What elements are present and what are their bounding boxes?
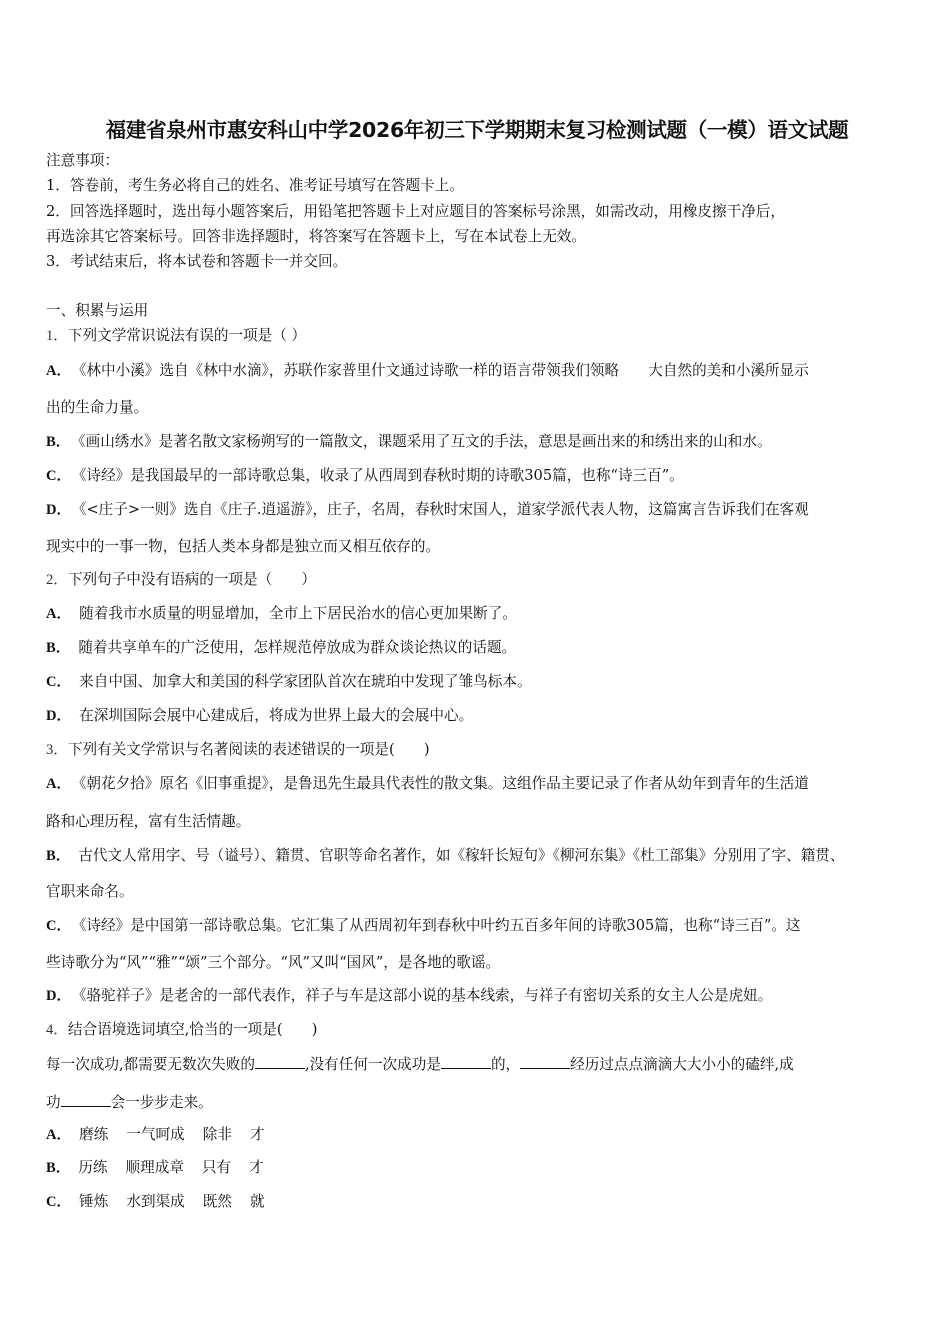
q2-option-b bbox=[46, 638, 516, 658]
notice-item-1: 1．答卷前，考生务必将自己的姓名、准考证号填写在答题卡上。 bbox=[46, 177, 464, 194]
option-letter: B． bbox=[46, 434, 71, 450]
notice-item-2: 2．回答选择题时，选出每小题答案后，用铅笔把答题卡上对应题目的答案标号涂黑，如需改动，用橡皮擦干净后， bbox=[46, 203, 785, 220]
q3-option-c-cont: 些诗歌分为“风”“雅”“颂”三个部分。“风”又叫“国风”，是各地的歌谣。 bbox=[46, 954, 501, 971]
option-text: 《骆驼祥子》是老舍的一部代表作，祥子与车是这部小说的基本线索，与祥子有密切关系的女主人公是虎妞。 bbox=[79, 987, 773, 1004]
question-number: 3． bbox=[46, 742, 68, 758]
option-word: 磨练 bbox=[79, 1126, 109, 1143]
option-letter: A． bbox=[46, 606, 72, 622]
option-text: 《画山绣水》是著名散文家杨朔写的一篇散文，课题采用了互文的手法，意思是画出来的和绣出来的山和水。 bbox=[78, 433, 772, 450]
q1-option-d bbox=[46, 500, 809, 520]
option-word: 历练 bbox=[78, 1159, 108, 1176]
option-text: 《林中小溪》选自《林中水滴》，苏联作家普里什文通过诗歌一样的语言带领我们领略 大自然的美和小溪所显示 bbox=[79, 362, 809, 379]
option-letter: A． bbox=[46, 1127, 72, 1143]
q3-option-c bbox=[46, 916, 801, 936]
q1-option-b bbox=[46, 432, 772, 452]
q2-option-c bbox=[46, 672, 532, 692]
option-word: 顺理成章 bbox=[125, 1159, 184, 1176]
q1-option-d-cont: 现实中的一事一物，包括人类本身都是独立而又相互依存的。 bbox=[46, 538, 441, 555]
q3-option-a bbox=[46, 774, 809, 794]
option-word: 水到渠成 bbox=[126, 1193, 185, 1210]
question-number: 2． bbox=[46, 572, 68, 588]
q1-option-a bbox=[46, 361, 809, 381]
option-word: 除非 bbox=[202, 1126, 232, 1143]
option-word: 就 bbox=[249, 1193, 265, 1210]
question-number: 1． bbox=[46, 328, 68, 344]
question-4-stem bbox=[46, 1020, 317, 1040]
option-word: 锤炼 bbox=[79, 1193, 109, 1210]
fill-blank-2 bbox=[441, 1054, 491, 1069]
option-letter: C． bbox=[46, 674, 72, 690]
option-letter: C． bbox=[46, 468, 72, 484]
q3-option-d bbox=[46, 986, 772, 1006]
passage-text: 每一次成功,都需要无数次失败的 bbox=[46, 1056, 255, 1073]
option-word: 一气呵成 bbox=[126, 1126, 185, 1143]
option-letter: D． bbox=[46, 708, 72, 724]
option-letter: A． bbox=[46, 363, 72, 379]
fill-blank-4 bbox=[61, 1092, 111, 1107]
passage-text: ,没有任何一次成功是 bbox=[304, 1056, 441, 1073]
fill-blank-3 bbox=[520, 1054, 570, 1069]
option-letter: A． bbox=[46, 776, 72, 792]
question-1-stem bbox=[46, 326, 306, 346]
option-text: 来自中国、加拿大和美国的科学家团队首次在琥珀中发现了雏鸟标本。 bbox=[79, 673, 532, 690]
notice-heading: 注意事项： bbox=[46, 152, 119, 169]
passage-text: 的， bbox=[490, 1056, 521, 1073]
fill-blank-1 bbox=[255, 1054, 305, 1069]
option-letter: C． bbox=[46, 918, 72, 934]
option-letter: B． bbox=[46, 640, 71, 656]
passage-text: 功 bbox=[46, 1094, 61, 1111]
q4-option-b bbox=[46, 1158, 264, 1178]
option-word: 既然 bbox=[202, 1193, 232, 1210]
option-text: 《诗经》是中国第一部诗歌总集。它汇集了从西周初年到春秋中叶约五百多年间的诗歌305篇，也称“诗三百”。这 bbox=[79, 917, 801, 934]
option-letter: D． bbox=[46, 502, 72, 518]
option-text: 随着共享单车的广泛使用，怎样规范停放成为群众谈论热议的话题。 bbox=[78, 639, 517, 656]
option-letter: C． bbox=[46, 1194, 72, 1210]
notice-item-3: 3．考试结束后，将本试卷和答题卡一并交回。 bbox=[46, 253, 348, 270]
q4-passage-line-1 bbox=[46, 1054, 794, 1075]
question-text: 下列有关文学常识与名著阅读的表述错误的一项是( ) bbox=[67, 741, 430, 758]
question-2-stem bbox=[46, 570, 316, 590]
q3-option-b-cont: 官职来命名。 bbox=[46, 883, 134, 900]
passage-text: 经历过点点滴滴大大小小的磕绊,成 bbox=[570, 1056, 794, 1073]
q3-option-b bbox=[46, 846, 845, 866]
option-text: 随着我市水质量的明显增加，全市上下居民治水的信心更加果断了。 bbox=[79, 605, 517, 622]
question-number: 4． bbox=[46, 1022, 68, 1038]
option-letter: D． bbox=[46, 988, 72, 1004]
passage-text: 会一步步走来。 bbox=[110, 1094, 213, 1111]
page-title: 福建省泉州市惠安科山中学2026年初三下学期期末复习检测试题（一模）语文试题 bbox=[105, 118, 849, 142]
q2-option-d bbox=[46, 706, 473, 726]
q4-passage-line-2 bbox=[46, 1092, 213, 1113]
option-text: 《诗经》是我国最早的一部诗歌总集，收录了从西周到春秋时期的诗歌305篇，也称“诗三百”。 bbox=[79, 467, 684, 484]
question-text: 下列文学常识说法有误的一项是（ ） bbox=[67, 327, 307, 344]
q4-option-c bbox=[46, 1192, 265, 1212]
q3-option-a-cont: 路和心理历程，富有生活情趣。 bbox=[46, 813, 251, 830]
option-text: 《<庄子>一则》选自《庄子.逍遥游》，庄子，名周，春秋时宋国人，道家学派代表人物，这篇寓言告诉我们在客观 bbox=[79, 501, 809, 518]
question-3-stem bbox=[46, 740, 430, 760]
option-text: 古代文人常用字、号（谥号）、籍贯、官职等命名著作，如《稼轩长短句》《柳河东集》《杜工部集》分别用了字、籍贯、 bbox=[78, 847, 845, 864]
option-letter: B． bbox=[46, 1160, 71, 1176]
option-word: 才 bbox=[249, 1159, 264, 1176]
option-word: 只有 bbox=[201, 1159, 232, 1176]
option-word: 才 bbox=[249, 1126, 265, 1143]
option-text: 在深圳国际会展中心建成后，将成为世界上最大的会展中心。 bbox=[79, 707, 474, 724]
q4-option-a bbox=[46, 1125, 265, 1145]
section-heading: 一、积累与运用 bbox=[46, 302, 149, 319]
question-text: 结合语境选词填空,恰当的一项是( ) bbox=[67, 1021, 318, 1038]
q1-option-c bbox=[46, 466, 684, 486]
q1-option-a-cont: 出的生命力量。 bbox=[46, 399, 149, 416]
notice-item-2-cont: 再选涂其它答案标号。回答非选择题时，将答案写在答题卡上，写在本试卷上无效。 bbox=[46, 228, 586, 245]
option-text: 《朝花夕拾》原名《旧事重提》，是鲁迅先生最具代表性的散文集。这组作品主要记录了作者从幼年到青年的生活道 bbox=[79, 775, 809, 792]
question-text: 下列句子中没有语病的一项是（ ） bbox=[67, 571, 317, 588]
option-letter: B． bbox=[46, 848, 71, 864]
q2-option-a bbox=[46, 604, 517, 624]
